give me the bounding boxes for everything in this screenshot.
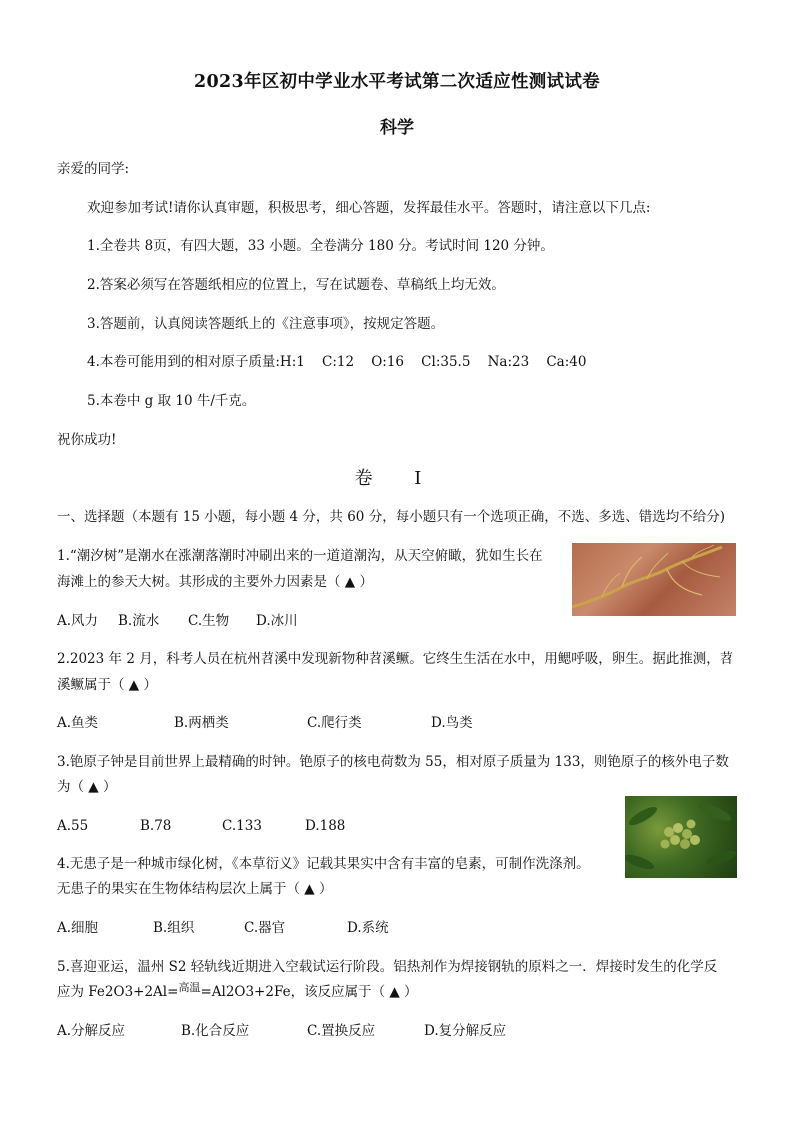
q2-option-d: D.鸟类	[431, 715, 473, 731]
q1-option-c: C.生物	[188, 613, 230, 629]
note-2: 2.答案必须写在答题纸相应的位置上，写在试题卷、草稿纸上均无效。	[87, 277, 505, 293]
q4-line2: 无患子的果实在生物体结构层次上属于（ ▲ ）	[57, 881, 333, 897]
q5-reaction-condition: 高温	[178, 981, 201, 994]
q5-option-d: D.复分解反应	[424, 1023, 507, 1039]
q4-option-c: C.器官	[244, 920, 286, 936]
q5-line1: 5.喜迎亚运，温州 S2 轻轨线近期进入空载试运行阶段。铝热剂作为焊接钢轨的原料之一．焊接时发生的化学反	[57, 959, 718, 975]
q3-option-c: C.133	[222, 818, 262, 834]
volume-heading: 卷 I	[354, 468, 440, 489]
q5-option-c: C.置换反应	[307, 1023, 376, 1039]
q5-equation-left: 应为 Fe2O3+2Al=	[57, 984, 179, 1000]
note-3: 3.答题前，认真阅读答题纸上的《注意事项》，按规定答题。	[87, 316, 445, 332]
tidal-tree-photo	[572, 543, 736, 616]
greeting: 亲爱的同学:	[57, 161, 130, 177]
q4-line1: 4.无患子是一种城市绿化树，《本草衍义》记载其果实中含有丰富的皂素，可制作洗涤剂。	[57, 856, 590, 872]
soapberry-fruit-photo	[625, 796, 737, 878]
q5-equation-right: =Al2O3+2Fe，该反应属于（ ▲ ）	[200, 984, 418, 1000]
q3-option-b: B.78	[140, 818, 172, 834]
q1-option-a: A.风力	[57, 613, 99, 629]
q1-option-d: D.冰川	[256, 613, 298, 629]
tidal-tree-photo-drawing	[572, 543, 736, 616]
q2-option-c: C.爬行类	[307, 715, 362, 731]
q2-option-b: B.两栖类	[174, 715, 229, 731]
q1-line2: 海滩上的参天大树。其形成的主要外力因素是（ ▲ ）	[57, 574, 373, 590]
closing: 祝你成功!	[57, 432, 117, 448]
soapberry-fruit-photo-drawing	[625, 796, 737, 878]
q5-line2	[57, 983, 418, 1002]
q3-option-d: D.188	[305, 818, 346, 834]
welcome-text: 欢迎参加考试!请你认真审题，积极思考，细心答题，发挥最佳水平。答题时，请注意以下几点:	[87, 200, 651, 216]
q3-line2: 为（ ▲ ）	[57, 779, 117, 795]
section-heading: 一、选择题（本题有 15 小题，每小题 4 分，共 60 分，每小题只有一个选项正确，不选、多选、错选均不给分)	[57, 509, 725, 525]
exam-title: 2023年区初中学业水平考试第二次适应性测试试卷	[194, 72, 600, 92]
note-4: 4.本卷可能用到的相对原子质量:H:1 C:12 O:16 Cl:35.5 Na:23 Ca:40	[87, 354, 587, 370]
q4-option-b: B.组织	[153, 920, 195, 936]
q2-line2: 溪鳜属于（ ▲ ）	[57, 677, 157, 693]
note-5: 5.本卷中 g 取 10 牛/千克。	[87, 393, 256, 409]
q4-option-d: D.系统	[347, 920, 389, 936]
subject-title: 科学	[380, 118, 414, 138]
q5-option-a: A.分解反应	[57, 1023, 126, 1039]
note-1: 1.全卷共 8页，有四大题，33 小题。全卷满分 180 分。考试时间 120 分钟。	[87, 238, 554, 254]
q2-line1: 2.2023 年 2 月，科考人员在杭州苕溪中发现新物种苕溪鳜。它终生生活在水中，用鳃呼吸，卵生。据此推测，苕	[57, 651, 734, 667]
q1-option-b: B.流水	[118, 613, 160, 629]
q1-line1: 1.“潮汐树”是潮水在涨潮落潮时冲刷出来的一道道潮沟，从天空俯瞰，犹如生长在	[57, 548, 543, 564]
q5-option-b: B.化合反应	[181, 1023, 250, 1039]
q2-option-a: A.鱼类	[57, 715, 99, 731]
q3-option-a: A.55	[57, 818, 89, 834]
q4-option-a: A.细胞	[57, 920, 99, 936]
q3-line1: 3.铯原子钟是目前世界上最精确的时钟。铯原子的核电荷数为 55，相对原子质量为 133，则铯原子的核外电子数	[57, 754, 729, 770]
